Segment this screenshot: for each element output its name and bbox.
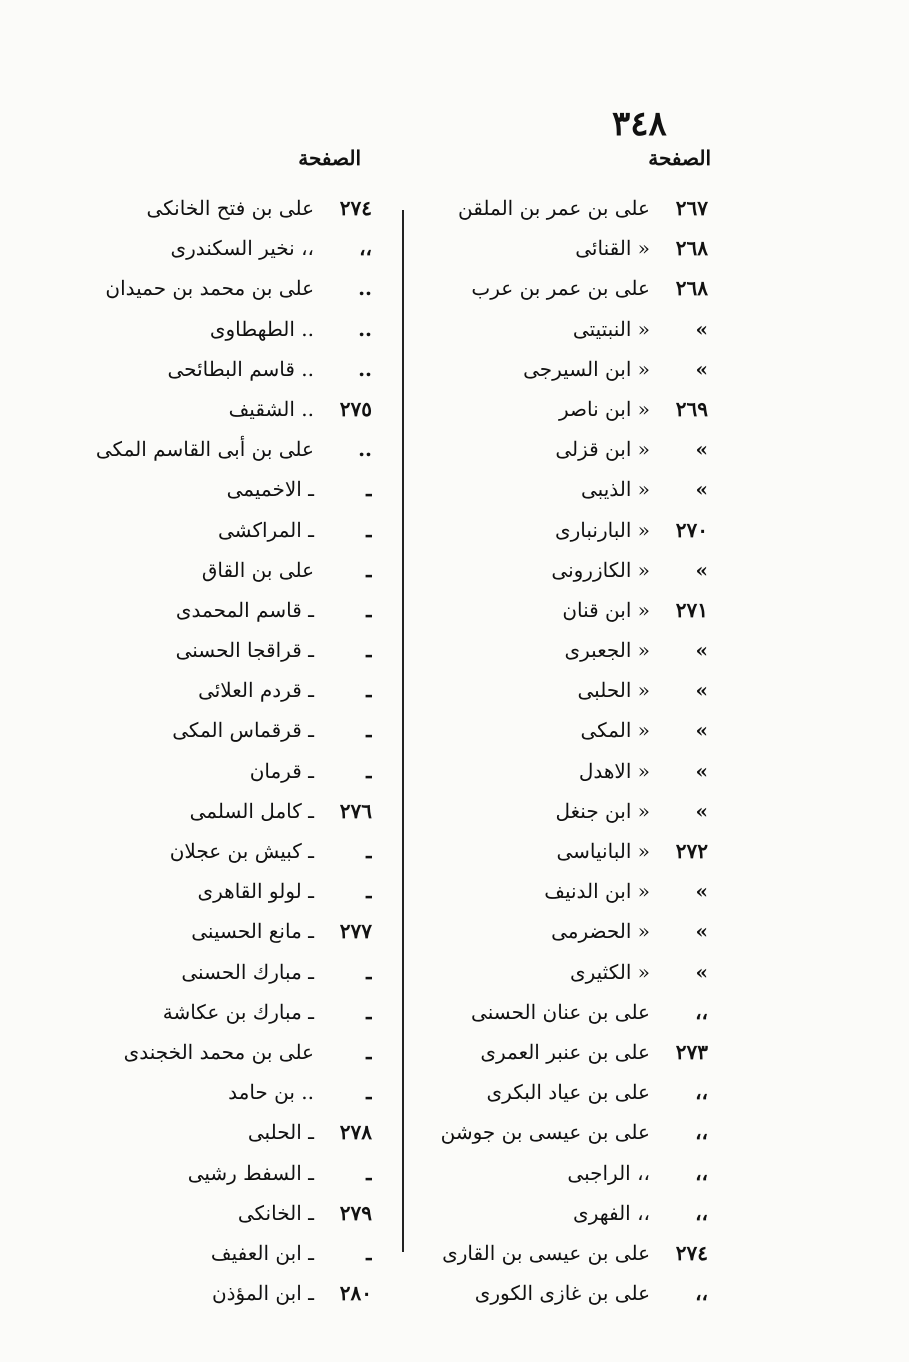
entry-page-ref: ،،: [695, 1281, 708, 1306]
index-entry: [72, 471, 372, 511]
index-entry: [430, 712, 708, 752]
entry-page-ref: »: [695, 557, 708, 582]
entry-page-ref: ..: [358, 276, 372, 301]
entry-page-ref: ٢٧١: [675, 597, 708, 622]
entry-page-ref: ـ: [366, 1240, 372, 1265]
index-entry: [430, 1155, 708, 1195]
index-entry: [430, 672, 708, 712]
index-entry: [72, 1195, 372, 1235]
entry-page-ref: ـ: [366, 1160, 372, 1185]
entry-name: « البانياسى: [556, 839, 650, 863]
entry-page-ref: ـ: [366, 678, 372, 703]
entry-page-ref: ـ: [366, 477, 372, 502]
entry-page-ref: »: [695, 316, 708, 341]
entry-name: على بن عمر بن عرب: [471, 276, 650, 301]
index-entry: [72, 913, 372, 953]
entry-page-ref: ٢٧٢: [675, 839, 708, 863]
entry-page-ref: »: [695, 356, 708, 381]
entry-name: ـ قرمان: [249, 758, 314, 783]
entry-page-ref: ـ: [366, 839, 372, 863]
entry-name: ـ الحلبى: [247, 1120, 314, 1145]
index-entry: [72, 793, 372, 833]
entry-page-ref: ـ: [366, 638, 372, 663]
entry-name: « الاهدل: [578, 758, 650, 783]
entry-page-ref: ـ: [366, 597, 372, 622]
index-entry: [72, 1235, 372, 1275]
entry-name: « المكى: [580, 718, 650, 743]
entry-page-ref: ،،: [695, 999, 708, 1024]
entry-page-ref: »: [695, 718, 708, 743]
entry-page-ref: ،،: [359, 236, 372, 261]
index-entry: [430, 592, 708, 632]
index-entry: [430, 913, 708, 953]
index-entry: [430, 270, 708, 310]
index-entry: [72, 833, 372, 873]
entry-page-ref: ـ: [366, 1039, 372, 1064]
index-entry: [72, 1034, 372, 1074]
entry-name: « ابن الدنيف: [544, 879, 650, 904]
entry-name: « ابن السيرجى: [523, 356, 650, 381]
entry-page-ref: ،،: [695, 1120, 708, 1145]
index-entry: [72, 592, 372, 632]
index-entry: [430, 552, 708, 592]
entry-name: ـ السفط رشيى: [187, 1160, 314, 1185]
entry-name: « القنائى: [575, 236, 650, 261]
entry-name: « ابن قزلى: [555, 437, 650, 462]
entry-name: ـ الاخميمى: [226, 477, 314, 502]
entry-page-ref: ـ: [366, 557, 372, 582]
entry-page-ref: »: [695, 959, 708, 984]
index-entry: [430, 753, 708, 793]
entry-page-ref: ٢٦٨: [675, 236, 708, 261]
entry-name: « ابن جنغل: [555, 798, 650, 823]
entry-name: على بن القاق: [201, 557, 314, 582]
index-entry: [430, 873, 708, 913]
entry-name: على بن أبى القاسم المكى: [95, 437, 314, 462]
entry-name: « الحلبى: [577, 678, 650, 703]
entry-page-ref: ٢٨٠: [339, 1281, 372, 1306]
entry-name: ـ قرقماس المكى: [172, 718, 314, 743]
entry-page-ref: ـ: [366, 718, 372, 743]
index-entry: [72, 512, 372, 552]
index-entry: [430, 1034, 708, 1074]
entry-page-ref: »: [695, 638, 708, 663]
left-index-column: [72, 190, 372, 1315]
entry-name: .. الشقيف: [228, 396, 314, 421]
entry-name: على بن عنان الحسنى: [471, 999, 650, 1024]
index-entry: [72, 712, 372, 752]
entry-name: « ابن ناصر: [559, 396, 650, 421]
entry-page-ref: ..: [358, 356, 372, 381]
entry-page-ref: ٢٦٧: [675, 196, 708, 220]
index-entry: [430, 512, 708, 552]
index-entry: [430, 351, 708, 391]
entry-page-ref: ٢٧٥: [339, 396, 372, 421]
entry-page-ref: »: [695, 758, 708, 783]
index-entry: [72, 1275, 372, 1315]
entry-name: على بن محمد بن حميدان: [105, 276, 314, 301]
index-entry: [430, 1114, 708, 1154]
entry-name: على بن عنبر العمرى: [480, 1039, 650, 1064]
entry-name: « الحضرمى: [551, 919, 650, 944]
entry-page-ref: ٢٧٤: [675, 1240, 708, 1265]
entry-page-ref: »: [695, 919, 708, 944]
entry-page-ref: ٢٧٦: [339, 798, 372, 823]
entry-name: ـ كامل السلمى: [189, 798, 314, 823]
index-entry: [430, 994, 708, 1034]
index-entry: [72, 431, 372, 471]
entry-page-ref: »: [695, 798, 708, 823]
entry-name: ـ الخانكى: [237, 1200, 314, 1225]
index-entry: [430, 1074, 708, 1114]
entry-page-ref: ٢٦٩: [675, 396, 708, 421]
index-entry: [430, 793, 708, 833]
entry-name: ـ مانع الحسينى: [191, 919, 314, 944]
index-entry: [72, 552, 372, 592]
entry-page-ref: ـ: [366, 1080, 372, 1105]
entry-name: ،، نخير السكندرى: [170, 236, 314, 261]
index-entry: [72, 190, 372, 230]
entry-page-ref: »: [695, 678, 708, 703]
entry-name: « النبتيتى: [572, 316, 650, 341]
entry-name: .. قاسم البطائحى: [167, 356, 314, 381]
index-entry: [72, 391, 372, 431]
entry-name: على بن عياد البكرى: [486, 1080, 650, 1105]
entry-name: ،، الراجبى: [567, 1160, 650, 1185]
right-column-header: الصفحة: [648, 146, 711, 170]
index-entry: [430, 391, 708, 431]
column-divider: [402, 210, 404, 1252]
entry-name: على بن فتح الخانكى: [146, 196, 314, 220]
entry-name: « الكازرونى: [551, 557, 650, 582]
entry-page-ref: ..: [358, 437, 372, 462]
entry-page-ref: »: [695, 879, 708, 904]
entry-name: على بن عيسى بن جوشن: [440, 1120, 650, 1145]
entry-page-ref: ..: [358, 316, 372, 341]
index-entry: [430, 833, 708, 873]
entry-name: « الذيبى: [580, 477, 650, 502]
entry-name: ـ لولو القاهرى: [197, 879, 314, 904]
entry-name: ـ قراقجا الحسنى: [175, 638, 314, 663]
right-index-column: [430, 190, 708, 1315]
entry-page-ref: ٢٧٠: [675, 517, 708, 542]
entry-page-ref: ٢٧٣: [675, 1039, 708, 1064]
index-entry: [430, 954, 708, 994]
page-number: ٣٤٨: [612, 104, 667, 144]
index-entry: [72, 1155, 372, 1195]
index-entry: [72, 1074, 372, 1114]
entry-page-ref: ـ: [366, 879, 372, 904]
entry-name: على بن عيسى بن القارى: [442, 1240, 650, 1265]
entry-page-ref: ـ: [366, 758, 372, 783]
entry-page-ref: ،،: [695, 1080, 708, 1105]
index-entry: [430, 471, 708, 511]
entry-name: « الكثيرى: [569, 959, 650, 984]
entry-name: .. الطهطاوى: [209, 316, 314, 341]
entry-page-ref: »: [695, 477, 708, 502]
index-entry: [72, 994, 372, 1034]
index-entry: [72, 1114, 372, 1154]
entry-name: ـ ابن المؤذن: [211, 1281, 314, 1306]
entry-name: « ابن قنان: [562, 597, 650, 622]
entry-page-ref: ٢٧٨: [339, 1120, 372, 1145]
index-entry: [430, 230, 708, 270]
entry-name: ـ قاسم المحمدى: [175, 597, 314, 622]
index-entry: [72, 873, 372, 913]
index-entry: [72, 672, 372, 712]
entry-name: ـ مبارك بن عكاشة: [162, 999, 314, 1024]
index-entry: [430, 311, 708, 351]
index-entry: [72, 954, 372, 994]
entry-page-ref: »: [695, 437, 708, 462]
entry-name: ـ مبارك الحسنى: [181, 959, 314, 984]
entry-name: .. بن حامد: [228, 1080, 314, 1105]
entry-name: على بن غازى الكورى: [474, 1281, 650, 1306]
index-entry: [72, 632, 372, 672]
entry-name: « الجعبرى: [564, 638, 650, 663]
entry-page-ref: ٢٧٧: [339, 919, 372, 944]
entry-name: « البارنبارى: [554, 517, 650, 542]
entry-name: ـ كبيش بن عجلان: [169, 839, 314, 863]
entry-name: على بن عمر بن الملقن: [458, 196, 650, 220]
index-entry: [430, 190, 708, 230]
index-entry: [430, 632, 708, 672]
entry-name: على بن محمد الخجندى: [123, 1039, 314, 1064]
index-entry: [430, 1275, 708, 1315]
entry-name: ـ ابن العفيف: [210, 1240, 314, 1265]
entry-page-ref: ٢٧٩: [339, 1200, 372, 1225]
entry-page-ref: ٢٦٨: [675, 276, 708, 301]
entry-page-ref: ـ: [366, 999, 372, 1024]
entry-name: ـ المراكشى: [217, 517, 314, 542]
index-entry: [72, 270, 372, 310]
left-column-header: الصفحة: [298, 146, 361, 170]
index-entry: [72, 753, 372, 793]
entry-name: ـ قردم العلائى: [198, 678, 314, 703]
index-entry: [72, 230, 372, 270]
entry-page-ref: ٢٧٤: [339, 196, 372, 220]
entry-page-ref: ،،: [695, 1160, 708, 1185]
index-entry: [430, 1195, 708, 1235]
index-entry: [430, 1235, 708, 1275]
entry-page-ref: ،،: [695, 1200, 708, 1225]
index-entry: [72, 311, 372, 351]
entry-page-ref: ـ: [366, 517, 372, 542]
entry-name: ،، الفهرى: [573, 1200, 650, 1225]
index-entry: [72, 351, 372, 391]
entry-page-ref: ـ: [366, 959, 372, 984]
index-entry: [430, 431, 708, 471]
